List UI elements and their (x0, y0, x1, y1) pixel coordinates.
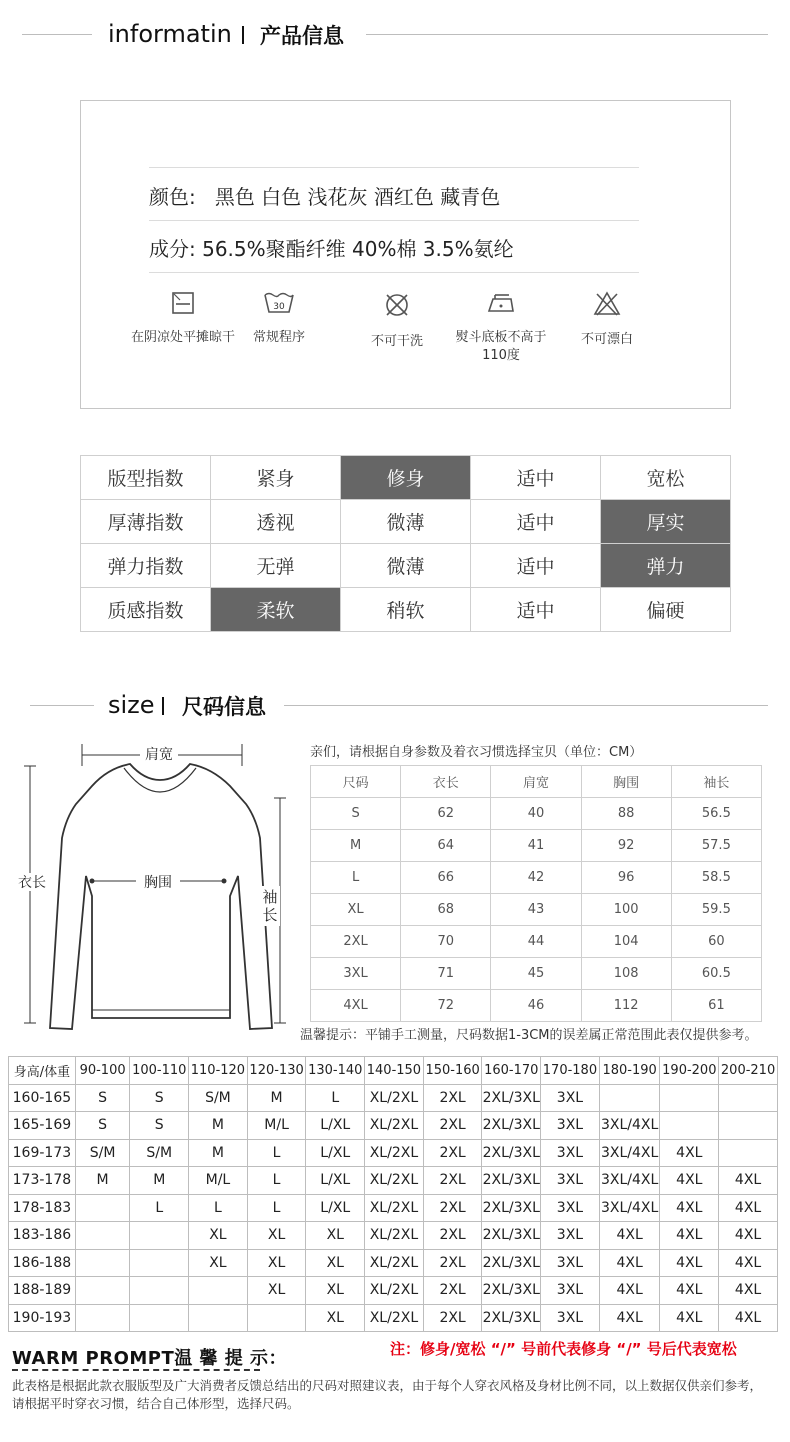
weight-header: 110-120 (189, 1057, 248, 1085)
sleeve-label: 袖长 (262, 888, 278, 924)
recommend-cell: XL (247, 1222, 306, 1250)
product-info-box (80, 100, 731, 409)
info-section-header (0, 14, 790, 54)
recommend-row (9, 1112, 778, 1140)
size-cell: 4XL (311, 990, 401, 1022)
material-row (149, 233, 639, 262)
header-rule-right (366, 34, 768, 35)
size-cell: 59.5 (671, 894, 761, 926)
size-cell: 41 (491, 830, 581, 862)
index-option: 微薄 (341, 544, 471, 588)
weight-header: 120-130 (247, 1057, 306, 1085)
recommend-cell: 3XL (541, 1112, 600, 1140)
recommend-cell: 2XL (423, 1304, 482, 1332)
recommend-cell: 3XL (541, 1139, 600, 1167)
recommend-cell (599, 1084, 660, 1112)
height-range: 165-169 (9, 1112, 76, 1140)
weight-header: 130-140 (306, 1057, 365, 1085)
care-label: 不可漂白 (580, 332, 633, 347)
size-cell: 45 (491, 958, 581, 990)
recommend-cell: 4XL (719, 1249, 778, 1277)
recommend-row (9, 1222, 778, 1250)
wash-30-icon (263, 291, 295, 315)
recommend-cell: 4XL (599, 1222, 660, 1250)
recommend-cell: L/XL (306, 1167, 365, 1195)
measure-tip: 温馨提示：平铺手工测量，尺码数据1-3CM的误差属正常范围此表仅提供参考。 (300, 1028, 758, 1043)
recommend-cell: S (75, 1112, 130, 1140)
recommend-cell: L (247, 1139, 306, 1167)
recommend-cell: S (75, 1084, 130, 1112)
recommend-row (9, 1277, 778, 1305)
recommend-cell: L (306, 1084, 365, 1112)
recommend-cell: 2XL (423, 1167, 482, 1195)
recommend-cell: 4XL (599, 1277, 660, 1305)
recommend-cell: 2XL/3XL (482, 1167, 541, 1195)
recommend-cell: M (247, 1084, 306, 1112)
size-row (311, 894, 762, 926)
care-label: 不可干洗 (370, 334, 423, 349)
recommend-row (9, 1304, 778, 1332)
recommend-cell: 4XL (599, 1304, 660, 1332)
iron-low-icon (485, 291, 517, 315)
index-option: 透视 (211, 500, 341, 544)
recommend-cell: 4XL (719, 1304, 778, 1332)
weight-header: 180-190 (599, 1057, 660, 1085)
index-name: 弹力指数 (81, 544, 211, 588)
size-cell: 40 (491, 798, 581, 830)
recommend-header-row (9, 1057, 778, 1085)
recommend-cell: S/M (189, 1084, 248, 1112)
recommend-cell: XL/2XL (365, 1222, 424, 1250)
shoulder-label: 肩宽 (145, 747, 173, 763)
size-row (311, 862, 762, 894)
recommend-row (9, 1167, 778, 1195)
header-rule-right (284, 705, 768, 706)
recommend-row (9, 1249, 778, 1277)
index-option: 适中 (471, 456, 601, 500)
recommend-cell (130, 1304, 189, 1332)
recommend-cell: 4XL (660, 1222, 719, 1250)
header-rule-left (30, 705, 94, 706)
recommend-cell: 4XL (660, 1194, 719, 1222)
height-range: 186-188 (9, 1249, 76, 1277)
size-header-cell: 肩宽 (491, 766, 581, 798)
recommend-row (9, 1194, 778, 1222)
recommend-cell: 3XL (541, 1194, 600, 1222)
size-cell: 2XL (311, 926, 401, 958)
height-range: 160-165 (9, 1084, 76, 1112)
weight-header: 90-100 (75, 1057, 130, 1085)
recommend-cell: 3XL (541, 1249, 600, 1277)
recommend-cell: 4XL (660, 1167, 719, 1195)
size-cell: 43 (491, 894, 581, 926)
index-name: 版型指数 (81, 456, 211, 500)
size-header-cell: 胸围 (581, 766, 671, 798)
recommend-cell (75, 1304, 130, 1332)
recommend-cell: 4XL (719, 1222, 778, 1250)
warm-underline (12, 1369, 260, 1371)
index-name: 厚薄指数 (81, 500, 211, 544)
size-cell: 42 (491, 862, 581, 894)
index-option: 适中 (471, 588, 601, 632)
recommend-cell: 2XL/3XL (482, 1194, 541, 1222)
size-cell: 56.5 (671, 798, 761, 830)
wash-temp-text: 30 (273, 302, 285, 312)
size-cell: 104 (581, 926, 671, 958)
recommend-cell (247, 1304, 306, 1332)
color-label: 颜色: (149, 185, 196, 209)
size-cell: 71 (401, 958, 491, 990)
size-cell: 100 (581, 894, 671, 926)
size-section-header (0, 685, 790, 725)
weight-header: 140-150 (365, 1057, 424, 1085)
recommend-cell: 3XL (541, 1222, 600, 1250)
index-row (81, 588, 731, 632)
size-cell: M (311, 830, 401, 862)
recommend-cell: 4XL (719, 1194, 778, 1222)
header-divider (242, 26, 244, 44)
recommend-cell: XL/2XL (365, 1139, 424, 1167)
recommend-cell (130, 1249, 189, 1277)
color-row (149, 181, 639, 210)
disclaimer-text: 此表格是根据此款衣服版型及广大消费者反馈总结出的尺码对照建议表，由于每个人穿衣风格及身材比例不同，以上数据仅供亲们参考，请根据平时穿衣习惯，结合自己体形型，选择尺码。 (12, 1378, 763, 1411)
index-row (81, 544, 731, 588)
recommend-cell (660, 1084, 719, 1112)
recommend-cell: M/L (189, 1167, 248, 1195)
header-rule-left (22, 34, 92, 35)
recommend-cell: 2XL (423, 1084, 482, 1112)
care-dry-flat (131, 291, 235, 347)
index-option-selected: 修身 (341, 456, 471, 500)
length-label: 衣长 (18, 875, 46, 891)
fit-slash-note: 注：修身/宽松 “/” 号前代表修身 “/” 号后代表宽松 (390, 1340, 737, 1358)
index-option-selected: 厚实 (601, 500, 731, 544)
recommend-cell: L (130, 1194, 189, 1222)
recommend-cell: XL/2XL (365, 1167, 424, 1195)
size-row (311, 990, 762, 1022)
weight-header: 200-210 (719, 1057, 778, 1085)
size-cell: 72 (401, 990, 491, 1022)
recommend-cell: XL/2XL (365, 1277, 424, 1305)
height-range: 183-186 (9, 1222, 76, 1250)
recommend-cell (75, 1222, 130, 1250)
recommend-cell: XL/2XL (365, 1084, 424, 1112)
no-dry-clean-icon (383, 291, 411, 319)
size-row (311, 958, 762, 990)
size-cell: 58.5 (671, 862, 761, 894)
recommend-cell: XL (306, 1222, 365, 1250)
size-cell: 66 (401, 862, 491, 894)
recommend-cell: XL (247, 1277, 306, 1305)
recommend-cell (719, 1139, 778, 1167)
index-option: 无弹 (211, 544, 341, 588)
recommend-cell (189, 1304, 248, 1332)
material-value: 56.5%聚酯纤维 40%棉 3.5%氨纶 (202, 237, 514, 261)
size-row (311, 926, 762, 958)
recommend-cell: 3XL/4XL (599, 1167, 660, 1195)
size-cell: 92 (581, 830, 671, 862)
size-row (311, 830, 762, 862)
weight-header: 160-170 (482, 1057, 541, 1085)
recommend-cell: 3XL (541, 1277, 600, 1305)
size-note: 亲们，请根据自身参数及着衣习惯选择宝贝（单位：CM） (310, 745, 643, 760)
recommend-cell: 2XL (423, 1277, 482, 1305)
recommend-cell: 4XL (660, 1277, 719, 1305)
recommend-cell: XL (306, 1304, 365, 1332)
weight-header: 150-160 (423, 1057, 482, 1085)
recommend-cell: XL (247, 1249, 306, 1277)
recommend-cell: M (189, 1139, 248, 1167)
info-title-cn: 产品信息 (260, 24, 344, 48)
recommend-cell: M (75, 1167, 130, 1195)
recommend-cell: 2XL (423, 1249, 482, 1277)
size-cell: 70 (401, 926, 491, 958)
size-cell: 57.5 (671, 830, 761, 862)
chest-label: 胸围 (144, 875, 172, 891)
care-no-bleach (555, 291, 659, 349)
index-option: 紧身 (211, 456, 341, 500)
recommend-cell: L/XL (306, 1139, 365, 1167)
recommend-cell: L/XL (306, 1112, 365, 1140)
size-cell: 60 (671, 926, 761, 958)
index-option-selected: 柔软 (211, 588, 341, 632)
recommend-cell: M (189, 1112, 248, 1140)
recommend-cell (75, 1194, 130, 1222)
size-header-row (311, 766, 762, 798)
header-divider (162, 697, 164, 715)
divider (149, 167, 639, 168)
recommend-cell: 2XL/3XL (482, 1222, 541, 1250)
recommend-cell: M (130, 1167, 189, 1195)
recommend-cell: 4XL (660, 1249, 719, 1277)
height-range: 188-189 (9, 1277, 76, 1305)
size-cell: 60.5 (671, 958, 761, 990)
size-cell: 64 (401, 830, 491, 862)
recommend-cell: 2XL/3XL (482, 1277, 541, 1305)
recommend-cell: L (247, 1194, 306, 1222)
size-chart-table (310, 765, 762, 1022)
recommend-cell: L/XL (306, 1194, 365, 1222)
care-iron-low (449, 291, 553, 365)
recommend-cell: XL (189, 1222, 248, 1250)
index-row (81, 456, 731, 500)
index-option: 稍软 (341, 588, 471, 632)
weight-header: 170-180 (541, 1057, 600, 1085)
index-option-selected: 弹力 (601, 544, 731, 588)
recommend-cell: 4XL (599, 1249, 660, 1277)
recommend-row (9, 1139, 778, 1167)
size-cell: 61 (671, 990, 761, 1022)
size-cell: 88 (581, 798, 671, 830)
recommend-cell: XL/2XL (365, 1194, 424, 1222)
size-title-en: size (108, 691, 155, 719)
recommend-corner: 身高/体重 (9, 1057, 76, 1085)
size-cell: 96 (581, 862, 671, 894)
recommend-cell: 4XL (719, 1167, 778, 1195)
recommend-cell: 2XL/3XL (482, 1249, 541, 1277)
no-bleach-icon (593, 291, 621, 317)
recommend-cell: 2XL/3XL (482, 1084, 541, 1112)
recommend-cell: 2XL/3XL (482, 1112, 541, 1140)
recommend-cell (130, 1222, 189, 1250)
recommend-cell (719, 1084, 778, 1112)
recommend-cell: 4XL (660, 1304, 719, 1332)
recommend-cell: 2XL (423, 1194, 482, 1222)
index-option: 宽松 (601, 456, 731, 500)
size-row (311, 798, 762, 830)
recommend-cell: XL (189, 1249, 248, 1277)
recommend-cell: L (247, 1167, 306, 1195)
size-recommendation-table (8, 1056, 778, 1332)
recommend-cell (75, 1277, 130, 1305)
recommend-cell: 3XL/4XL (599, 1194, 660, 1222)
recommend-cell: 3XL (541, 1167, 600, 1195)
index-name: 质感指数 (81, 588, 211, 632)
index-option: 偏硬 (601, 588, 731, 632)
recommend-cell: 2XL/3XL (482, 1304, 541, 1332)
recommend-cell: 2XL/3XL (482, 1139, 541, 1167)
size-header-cell: 袖长 (671, 766, 761, 798)
size-cell: 62 (401, 798, 491, 830)
size-cell: XL (311, 894, 401, 926)
recommend-cell: 2XL (423, 1139, 482, 1167)
recommend-cell: XL (306, 1277, 365, 1305)
care-wash-30 (227, 291, 331, 347)
divider (149, 220, 639, 221)
recommend-cell (130, 1277, 189, 1305)
recommend-cell: M/L (247, 1112, 306, 1140)
care-no-dry-clean (345, 291, 449, 351)
warm-prompt-title: WARM PROMPT温 馨 提 示： (12, 1348, 288, 1369)
size-cell: 108 (581, 958, 671, 990)
shirt-measure-diagram (12, 738, 302, 1033)
recommend-cell: S/M (130, 1139, 189, 1167)
size-cell: 3XL (311, 958, 401, 990)
dry-flat-in-shade-icon (171, 291, 195, 315)
height-range: 169-173 (9, 1139, 76, 1167)
recommend-cell: 3XL/4XL (599, 1112, 660, 1140)
height-range: 178-183 (9, 1194, 76, 1222)
size-cell: 44 (491, 926, 581, 958)
size-cell: 68 (401, 894, 491, 926)
care-label: 常规程序 (252, 330, 305, 345)
recommend-cell: S/M (75, 1139, 130, 1167)
recommend-cell: XL (306, 1249, 365, 1277)
recommend-cell: 2XL (423, 1222, 482, 1250)
care-label: 在阴凉处平摊晾干 (131, 330, 236, 345)
recommend-row (9, 1084, 778, 1112)
index-option: 适中 (471, 500, 601, 544)
fit-index-table (80, 455, 731, 632)
size-title-cn: 尺码信息 (182, 695, 266, 719)
height-range: 173-178 (9, 1167, 76, 1195)
recommend-cell: L (189, 1194, 248, 1222)
recommend-cell: XL/2XL (365, 1112, 424, 1140)
divider (149, 272, 639, 273)
material-label: 成分: (149, 237, 196, 261)
recommend-cell: 3XL/4XL (599, 1139, 660, 1167)
recommend-cell: S (130, 1084, 189, 1112)
index-row (81, 500, 731, 544)
weight-header: 100-110 (130, 1057, 189, 1085)
weight-header: 190-200 (660, 1057, 719, 1085)
size-cell: L (311, 862, 401, 894)
index-option: 适中 (471, 544, 601, 588)
size-header-cell: 尺码 (311, 766, 401, 798)
recommend-cell (660, 1112, 719, 1140)
info-title-en: informatin (108, 20, 232, 48)
care-label: 熨斗底板不高于110度 (455, 330, 547, 363)
recommend-cell: 4XL (660, 1139, 719, 1167)
recommend-cell: 2XL (423, 1112, 482, 1140)
recommend-cell: 3XL (541, 1084, 600, 1112)
size-cell: 46 (491, 990, 581, 1022)
recommend-cell (189, 1277, 248, 1305)
color-value: 黑色 白色 浅花灰 酒红色 藏青色 (214, 185, 501, 209)
recommend-cell: XL/2XL (365, 1249, 424, 1277)
index-option: 微薄 (341, 500, 471, 544)
recommend-cell: XL/2XL (365, 1304, 424, 1332)
recommend-cell (719, 1112, 778, 1140)
recommend-cell (75, 1249, 130, 1277)
recommend-cell: 4XL (719, 1277, 778, 1305)
size-header-cell: 衣长 (401, 766, 491, 798)
size-cell: 112 (581, 990, 671, 1022)
recommend-cell: 3XL (541, 1304, 600, 1332)
size-cell: S (311, 798, 401, 830)
recommend-cell: S (130, 1112, 189, 1140)
height-range: 190-193 (9, 1304, 76, 1332)
